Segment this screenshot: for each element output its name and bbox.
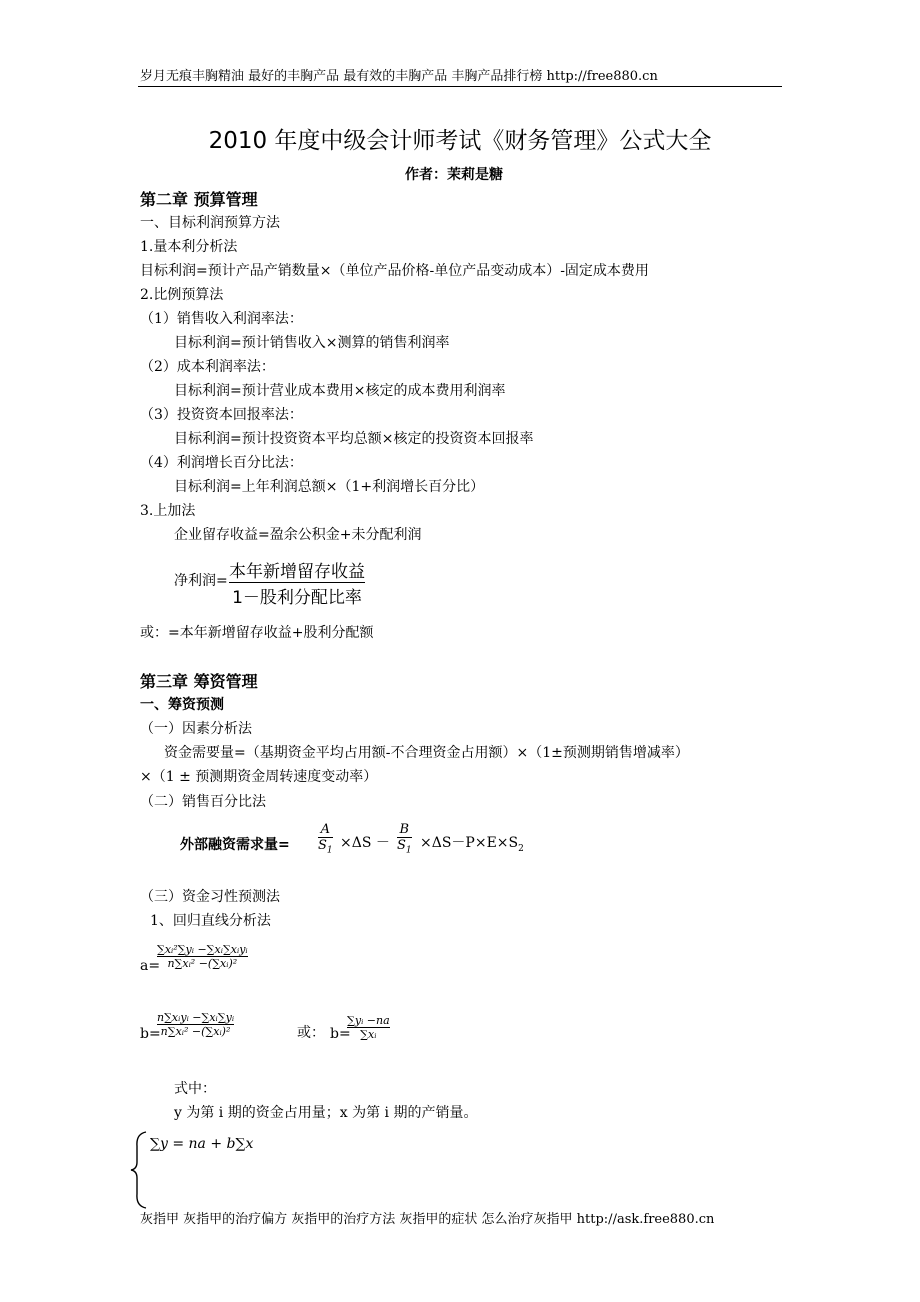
net-profit-fraction (229, 557, 365, 608)
factor-analysis-title: （一）因素分析法 (140, 721, 252, 737)
ext-fraction-a (318, 822, 333, 856)
b2-denominator: ∑xᵢ (360, 1028, 377, 1041)
b-label: b= (140, 1026, 161, 1042)
b-numerator: n∑xᵢyᵢ −∑xᵢ∑yᵢ (157, 1011, 235, 1024)
fraction-numerator: 本年新增留存收益 (229, 562, 365, 582)
a-denominator: n∑xᵢ² −(∑xᵢ)² (167, 957, 238, 970)
method-cvp: 1.量本利分析法 (140, 239, 238, 255)
formula-cvp: 目标利润=预计产品产销数量×（单位产品价格-单位产品变动成本）-固定成本费用 (140, 263, 649, 279)
ratio-method-1: （1）销售收入利润率法： (140, 311, 303, 327)
regression-title: 1、回归直线分析法 (150, 913, 271, 929)
b2-fraction (347, 1014, 390, 1041)
page-footer: 灰指甲 灰指甲的治疗偏方 灰指甲的治疗方法 灰指甲的症状 怎么治疗灰指甲 http://ask.free880.cn (140, 1212, 715, 1227)
author-line: 作者：茉莉是糖 (405, 167, 503, 183)
chapter-3-heading: 第三章 筹资管理 (140, 672, 258, 691)
fraction-denominator: 1－股利分配比率 (232, 588, 362, 608)
net-profit-label: 净利润= (174, 573, 228, 589)
external-financing-label: 外部融资需求量= (180, 837, 290, 853)
or-formula: 或：=本年新增留存收益+股利分配额 (140, 625, 374, 641)
a-numerator: ∑xᵢ²∑yᵢ −∑xᵢ∑xᵢyᵢ (157, 943, 248, 956)
formula-retained-earnings: 企业留存收益=盈余公积金+未分配利润 (174, 527, 422, 543)
method-ratio: 2.比例预算法 (140, 287, 224, 303)
system-equation-1: ∑y = na + b∑x (150, 1136, 254, 1152)
b-fraction (157, 1011, 234, 1038)
formula-cost-margin: 目标利润=预计营业成本费用×核定的成本费用利润率 (174, 383, 506, 399)
ext-a-num: A (320, 822, 331, 837)
header-rule (138, 86, 782, 87)
sales-percentage-title: （二）销售百分比法 (140, 794, 266, 810)
formula-growth: 目标利润=上年利润总额×（1+利润增长百分比） (174, 479, 485, 495)
formula-sales-margin: 目标利润=预计销售收入×测算的销售利润率 (174, 335, 450, 351)
formula-capital-need-a: 资金需要量=（基期资金平均占用额-不合理资金占用额）×（1±预测期销售增减率） (164, 745, 689, 761)
page-header: 岁月无痕丰胸精油 最好的丰胸产品 最有效的丰胸产品 丰胸产品排行榜 http://free880.cn (140, 69, 658, 84)
b2-numerator: ∑yᵢ −na (347, 1014, 390, 1027)
a-fraction (157, 943, 248, 970)
formula-capital-need-b: ×（1 ± 预测期资金周转速度变动率） (140, 769, 378, 785)
document-title: 2010 年度中级会计师考试《财务管理》公式大全 (208, 128, 712, 154)
cost-behavior-title: （三）资金习性预测法 (140, 889, 280, 905)
b2-label: b= (330, 1026, 351, 1042)
ext-a-den: $S_1$ (318, 838, 333, 856)
b-denominator: n∑xᵢ² −(∑xᵢ)² (160, 1025, 231, 1038)
ratio-method-3: （3）投资资本回报率法： (140, 407, 303, 423)
or-word: 或： (297, 1025, 325, 1041)
ext-mid: ×ΔS － (340, 835, 390, 851)
method-add-up: 3.上加法 (140, 503, 196, 519)
ext-b-den: $S_1$ (397, 838, 412, 856)
where-description: y 为第 i 期的资金占用量；x 为第 i 期的产销量。 (174, 1105, 478, 1121)
ext-tail: $\times\Delta S-P\times E\times S_2$ (420, 835, 524, 854)
section-financing-forecast: 一、筹资预测 (140, 697, 224, 713)
where-label: 式中： (174, 1081, 216, 1097)
a-label: a= (140, 958, 161, 974)
left-brace-icon (128, 1130, 150, 1210)
ext-fraction-b (397, 822, 412, 856)
chapter-2-heading: 第二章 预算管理 (140, 190, 258, 209)
ext-b-num: B (399, 822, 410, 837)
formula-roi: 目标利润=预计投资资本平均总额×核定的投资资本回报率 (174, 431, 534, 447)
ratio-method-4: （4）利润增长百分比法： (140, 455, 303, 471)
ratio-method-2: （2）成本利润率法： (140, 359, 275, 375)
section-target-profit: 一、目标利润预算方法 (140, 215, 280, 231)
